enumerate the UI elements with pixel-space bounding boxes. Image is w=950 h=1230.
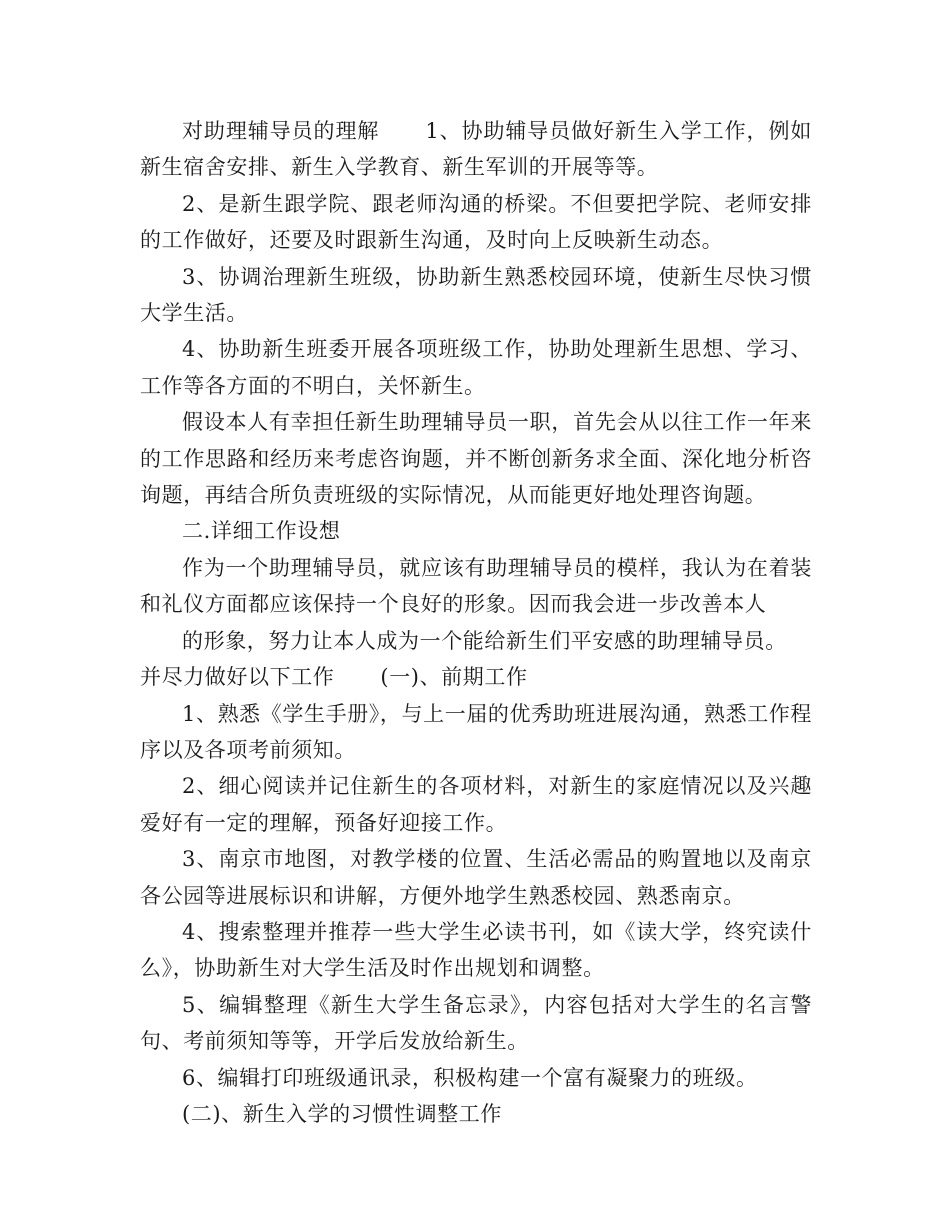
paragraph-item-4: 4、协助新生班委开展各项班级工作，协助处理新生思想、学习、工作等各方面的不明白，关怀新生。	[140, 337, 812, 398]
subsection-heading-1: (一)、前期工作	[380, 665, 528, 690]
paragraph-item-2: 2、是新生跟学院、跟老师沟通的桥梁。不但要把学院、老师安排的工作做好，还要及时跟新生沟通，及时向上反映新生动态。	[140, 191, 812, 253]
paragraph-lead: 并尽力做好以下工作	[140, 665, 335, 690]
paragraph-image: 作为一个助理辅导员，就应该有助理辅导员的模样，我认为在着装和礼仪方面都应该保持一个良好的形象。因而我会进一步改善本人	[140, 555, 812, 617]
section-heading-2: 二.详细工作设想	[182, 519, 341, 544]
paragraph-prep-6: 6、编辑打印班级通讯录，积极构建一个富有凝聚力的班级。	[182, 1065, 758, 1090]
paragraph-item-3: 3、协调治理新生班级，协助新生熟悉校园环境，使新生尽快习惯大学生活。	[140, 264, 812, 326]
paragraph-image-continued: 的形象，努力让本人成为一个能给新生们平安感的助理辅导员。	[182, 628, 787, 653]
paragraph-prep-4: 4、搜索整理并推荐一些大学生必读书刊，如《读大学，终究读什么》，协助新生对大学生活及时作出规划和调整。	[140, 919, 812, 981]
paragraph-work-intro	[140, 659, 812, 695]
document-body	[140, 113, 812, 1132]
paragraph-prep-5: 5、编辑整理《新生大学生备忘录》，内容包括对大学生的名言警句、考前须知等等，开学后发放给新生。	[140, 992, 812, 1054]
paragraph-prep-1: 1、熟悉《学生手册》，与上一届的优秀助班进展沟通，熟悉工作程序以及各项考前须知。	[140, 701, 812, 762]
subsection-heading-2: (二)、新生入学的习惯性调整工作	[182, 1101, 502, 1126]
paragraph-understanding	[140, 113, 812, 186]
paragraph-lead: 对助理辅导员的理解	[182, 119, 380, 143]
paragraph-assumption: 假设本人有幸担任新生助理辅导员一职，首先会从以往工作一年来的工作思路和经历来考虑咨询题，并不断创新务求全面、深化地分析咨询题，再结合所负责班级的实际情况，从而能更好地处理咨询题。	[140, 410, 812, 508]
paragraph-prep-2: 2、细心阅读并记住新生的各项材料，对新生的家庭情况以及兴趣爱好有一定的理解，预备好迎接工作。	[140, 774, 812, 835]
paragraph-text: 1、协助辅导员做好新生入学工作，例如新生宿舍安排、新生入学教育、新生军训的开展等等。	[140, 119, 812, 180]
paragraph-prep-3: 3、南京市地图，对教学楼的位置、生活必需品的购置地以及南京各公园等进展标识和讲解，方便外地学生熟悉校园、熟悉南京。	[140, 847, 812, 908]
